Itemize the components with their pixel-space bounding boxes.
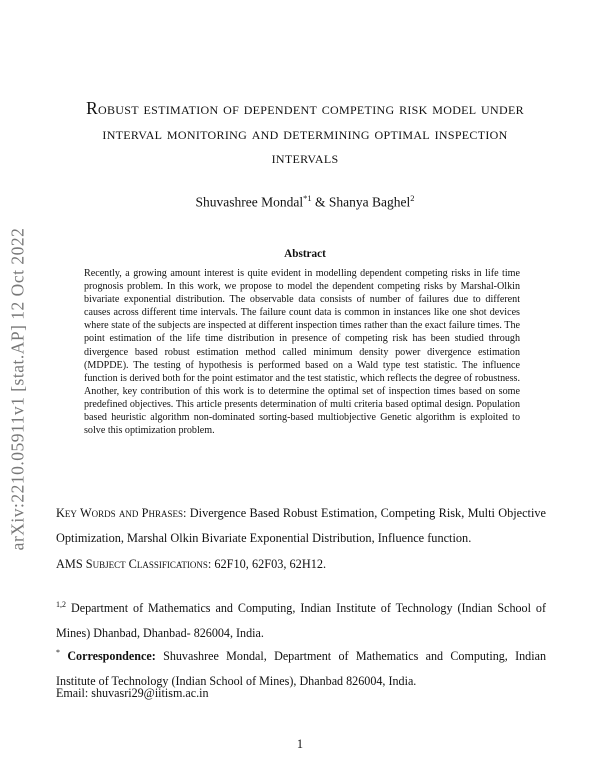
author-superscript: *1 bbox=[303, 193, 312, 203]
email-address[interactable]: shuvasri29@iitism.ac.in bbox=[91, 686, 209, 700]
affiliation bbox=[56, 592, 546, 646]
author-name: Shuvashree Mondal bbox=[195, 194, 304, 210]
affiliation-superscript: 1,2 bbox=[56, 600, 66, 609]
paper-title: Robust estimation of dependent competing risk model under interval monitoring and determining optimal inspection intervals bbox=[86, 98, 524, 167]
keywords-text: Divergence Based Robust Estimation, Competing Risk, Multi Objective Optimization, Marshal Olkin Bivariate Exponential Distribution, Influence function. bbox=[56, 506, 547, 545]
abstract-heading: Abstract bbox=[284, 248, 326, 260]
ams-codes: 62F10, 62F03, 62H12. bbox=[214, 557, 327, 571]
email-line bbox=[56, 686, 546, 701]
keywords-section bbox=[56, 501, 546, 551]
email-label: Email: bbox=[56, 686, 89, 700]
author-line bbox=[70, 193, 540, 211]
arxiv-stamp bbox=[6, 208, 30, 570]
author-superscript: 2 bbox=[410, 193, 415, 203]
keywords-label: Key Words and Phrases: bbox=[56, 506, 187, 520]
correspondence-label: Correspondence: bbox=[67, 649, 156, 664]
author-name: Shanya Baghel bbox=[328, 194, 411, 210]
ams-classification bbox=[56, 557, 546, 572]
ams-label: AMS Subject Classifications: bbox=[56, 557, 212, 571]
affiliation-text: Department of Mathematics and Computing, Indian Institute of Technology (Indian School of Mines) Dhanbad, Dhanbad- 826004, India. bbox=[56, 601, 546, 641]
abstract-text: Recently, a growing amount interest is quite evident in modelling dependent competing risks in life time prognosis problem. In this work, we propose to model the dependent competing risks by Marshal-Olkin bivariate exponential distribution. The observable data consists of number of failures due to different causes across different time intervals. The failure count data is common in instances like one shot devices where state of the subjects are inspected at different inspection times rather than the exact failure times. The point estimation of the life time distribution in presence of competing risk has been studied through divergence based robust estimation method called minimum density power divergence estimation (MDPDE). The testing of hypothesis is performed based on a Wald type test statistic. The influence function is derived both for the point estimator and the test statistic, which reflects the degree of robustness. Another, key contribution of this work is to determine the optimal set of inspection times based on some predefined objectives. This article presents determination of multi criteria based optimal design. Population based heuristic algorithm non-dominated sorting-based multiobjective Genetic algorithm is exploited to solve this optimization problem. bbox=[84, 268, 520, 437]
correspondence-text: Shuvashree Mondal, Department of Mathematics and Computing, Indian Institute of Technology (Indian School of Mines), Dhanbad 826004, India. bbox=[56, 649, 547, 689]
author-separator: & bbox=[311, 194, 329, 210]
correspondence-marker: * bbox=[56, 648, 60, 657]
page-number: 1 bbox=[296, 737, 304, 751]
arxiv-identifier[interactable]: arXiv:2210.05911v1 [stat.AP] 12 Oct 2022 bbox=[7, 227, 28, 551]
